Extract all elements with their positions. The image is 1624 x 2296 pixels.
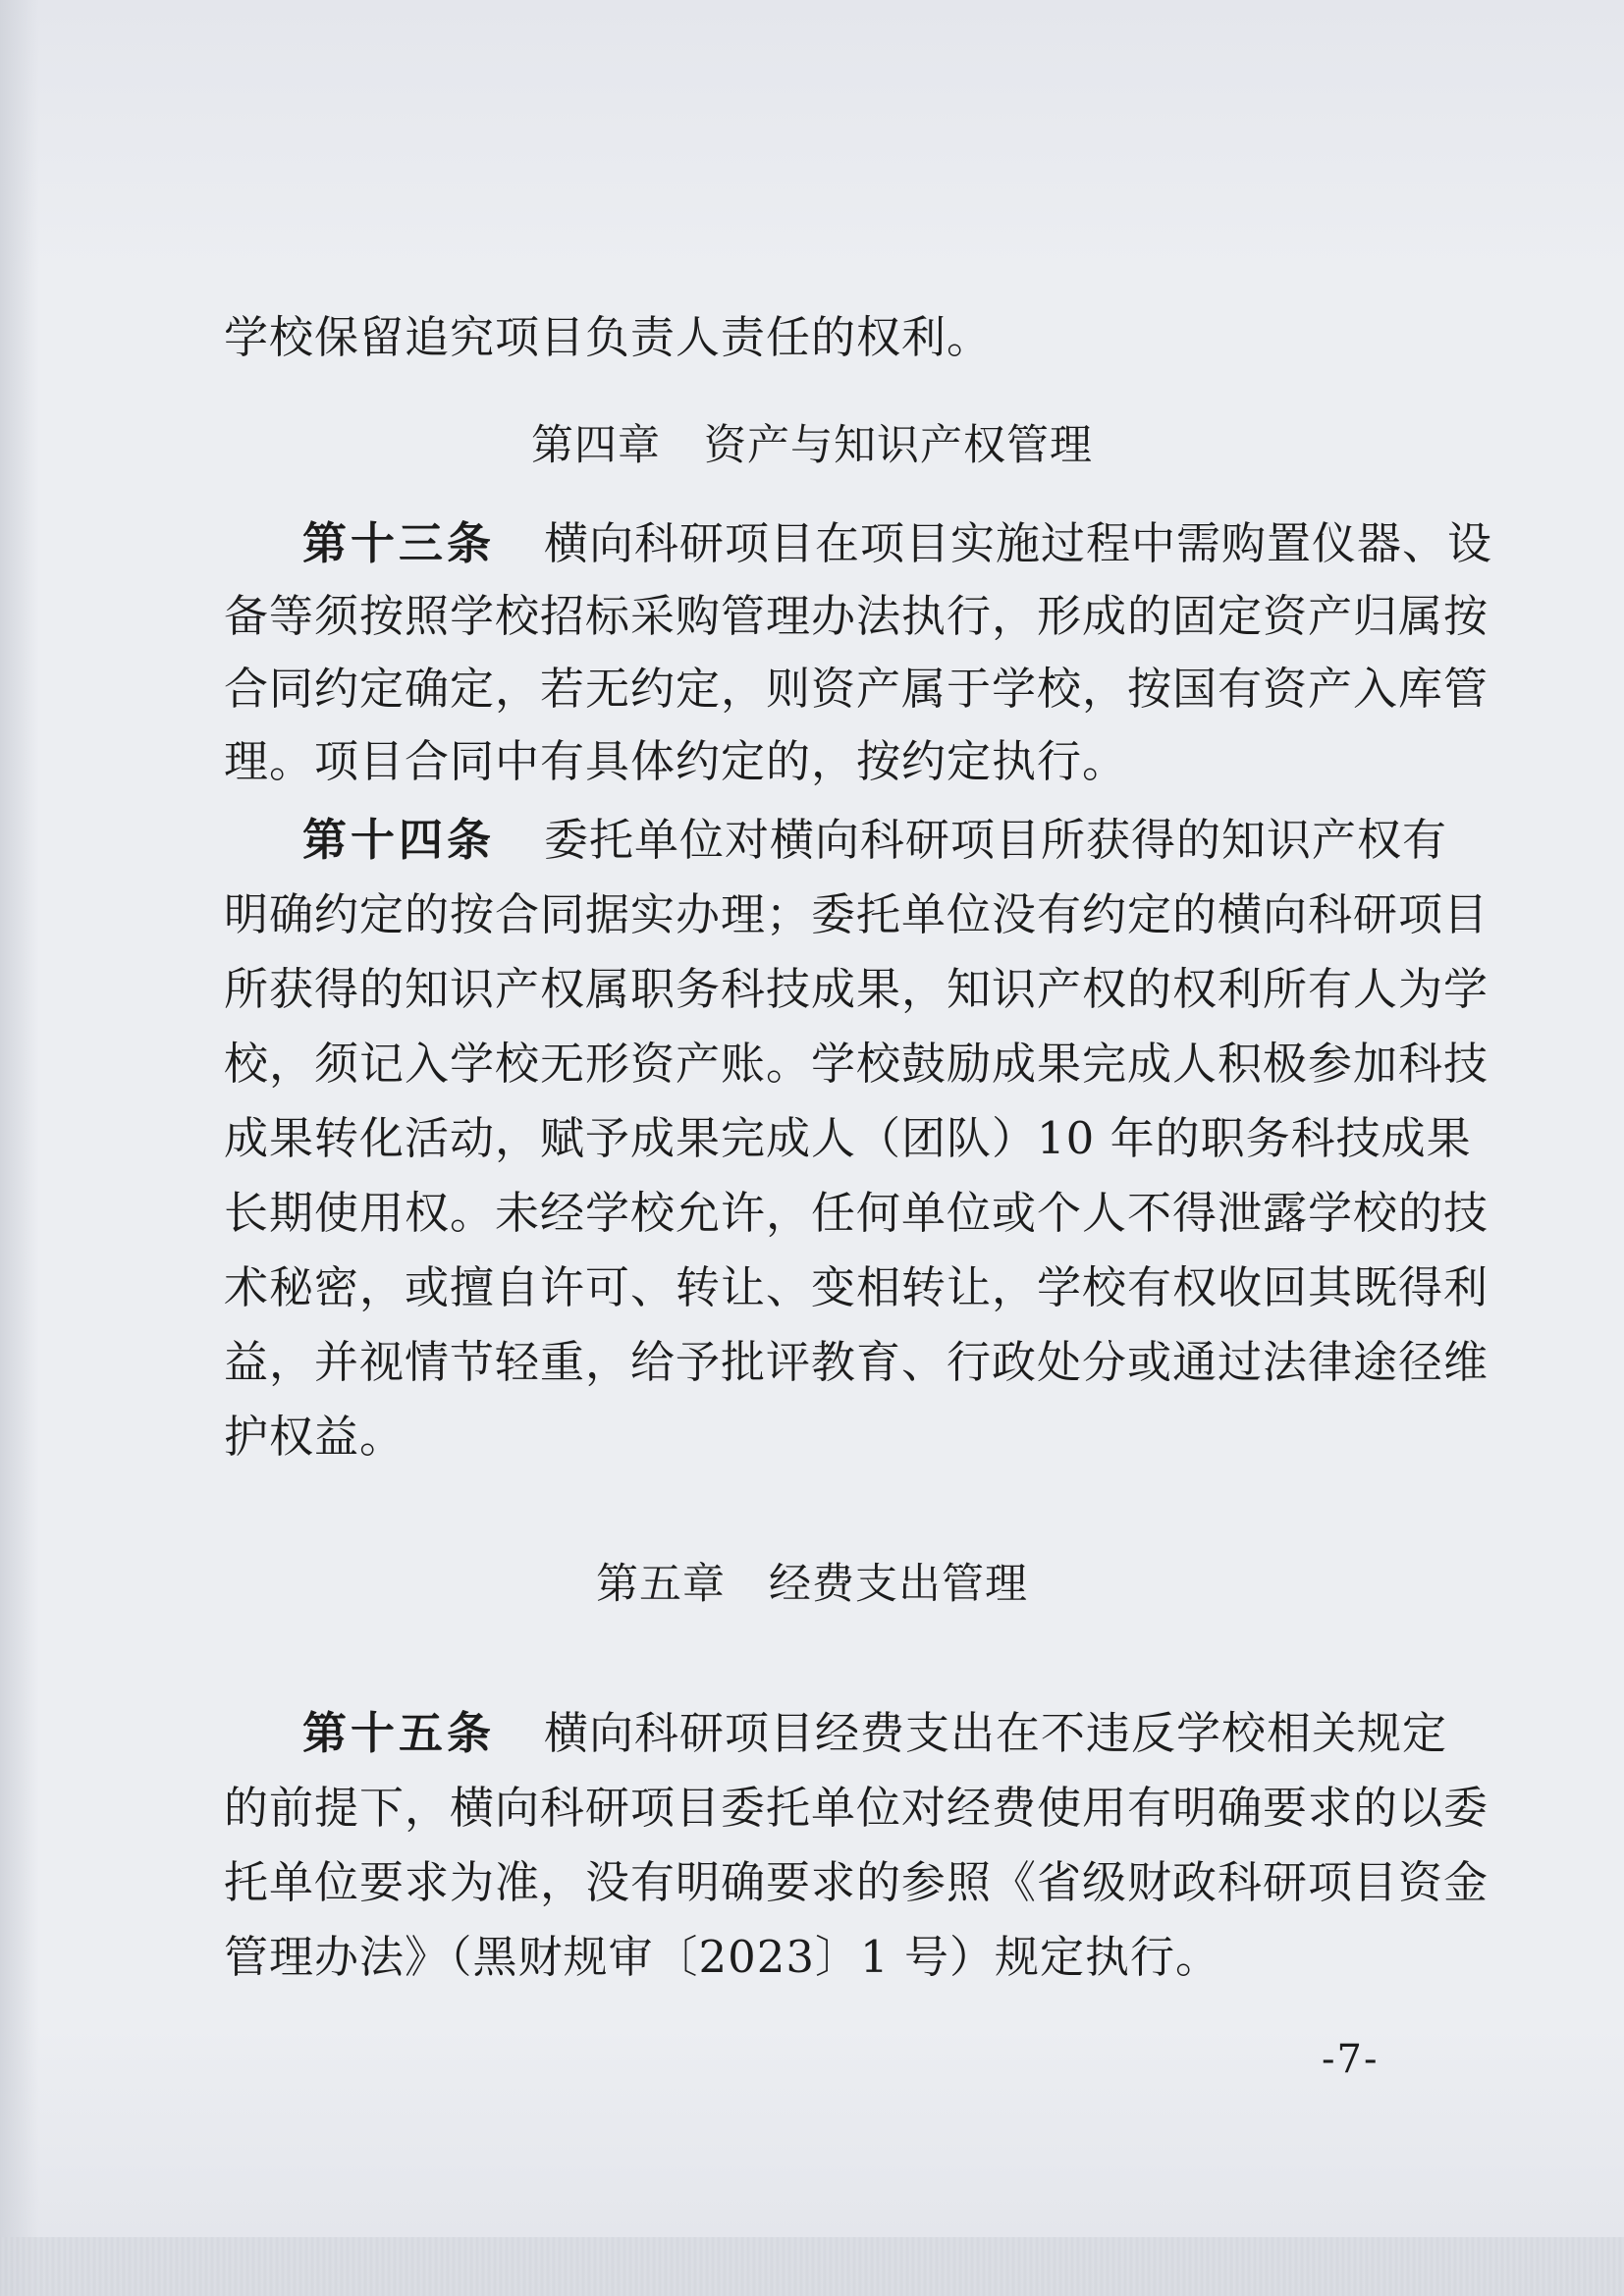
article-14-first-line [302, 811, 1448, 870]
paragraph-line: 学校保留追究项目负责人责任的权利。 [224, 311, 993, 363]
article-text: 横向科研项目在项目实施过程中需购置仪器、设 [544, 517, 1493, 569]
paragraph-line: 备等须按照学校招标采购管理办法执行，形成的固定资产归属按 [224, 590, 1489, 642]
article-label: 第十五条 [302, 1707, 496, 1759]
paragraph-line: 明确约定的按合同据实办理；委托单位没有约定的横向科研项目 [224, 888, 1489, 940]
paragraph-line: 护权益。 [224, 1411, 406, 1463]
paragraph-line: 成果转化活动，赋予成果完成人（团队）10 年的职务科技成果 [224, 1112, 1472, 1164]
article-text: 委托单位对横向科研项目所获得的知识产权有 [544, 814, 1448, 866]
chapter-title: 经费支出管理 [769, 1560, 1028, 1609]
paragraph-line: 的前提下，横向科研项目委托单位对经费使用有明确要求的以委 [224, 1782, 1489, 1834]
article-15-first-line [302, 1704, 1448, 1763]
paragraph-line: 长期使用权。未经学校允许，任何单位或个人不得泄露学校的技 [224, 1187, 1489, 1239]
paragraph-line: 理。项目合同中有具体约定的，按约定执行。 [224, 735, 1128, 787]
article-13-first-line [302, 514, 1493, 573]
paragraph-line: 术秘密，或擅自许可、转让、变相转让，学校有权收回其既得利 [224, 1261, 1489, 1313]
paragraph-line: 益，并视情节轻重，给予批评教育、行政处分或通过法律途径维 [224, 1336, 1489, 1388]
scan-shadow-bottom [0, 2237, 1624, 2296]
article-text: 横向科研项目经费支出在不违反学校相关规定 [544, 1707, 1448, 1759]
article-label: 第十四条 [302, 814, 496, 866]
chapter-number: 第五章 [596, 1560, 726, 1609]
paragraph-line: 校，须记入学校无形资产账。学校鼓励成果完成人积极参加科技 [224, 1038, 1489, 1090]
paragraph-line: 管理办法》（黑财规审〔2023〕1 号）规定执行。 [224, 1931, 1220, 1983]
page-number: -7- [1322, 2037, 1380, 2082]
paragraph-line: 所获得的知识产权属职务科技成果，知识产权的权利所有人为学 [224, 963, 1489, 1015]
chapter-title: 资产与知识产权管理 [704, 421, 1093, 470]
chapter-heading-4 [0, 416, 1624, 475]
paragraph-line: 合同约定确定，若无约定，则资产属于学校，按国有资产入库管 [224, 663, 1489, 715]
chapter-heading-5 [0, 1555, 1624, 1614]
article-label: 第十三条 [302, 517, 496, 569]
chapter-number: 第四章 [531, 421, 661, 470]
scan-shadow-left [0, 0, 39, 2296]
paragraph-line: 托单位要求为准，没有明确要求的参照《省级财政科研项目资金 [224, 1856, 1489, 1908]
